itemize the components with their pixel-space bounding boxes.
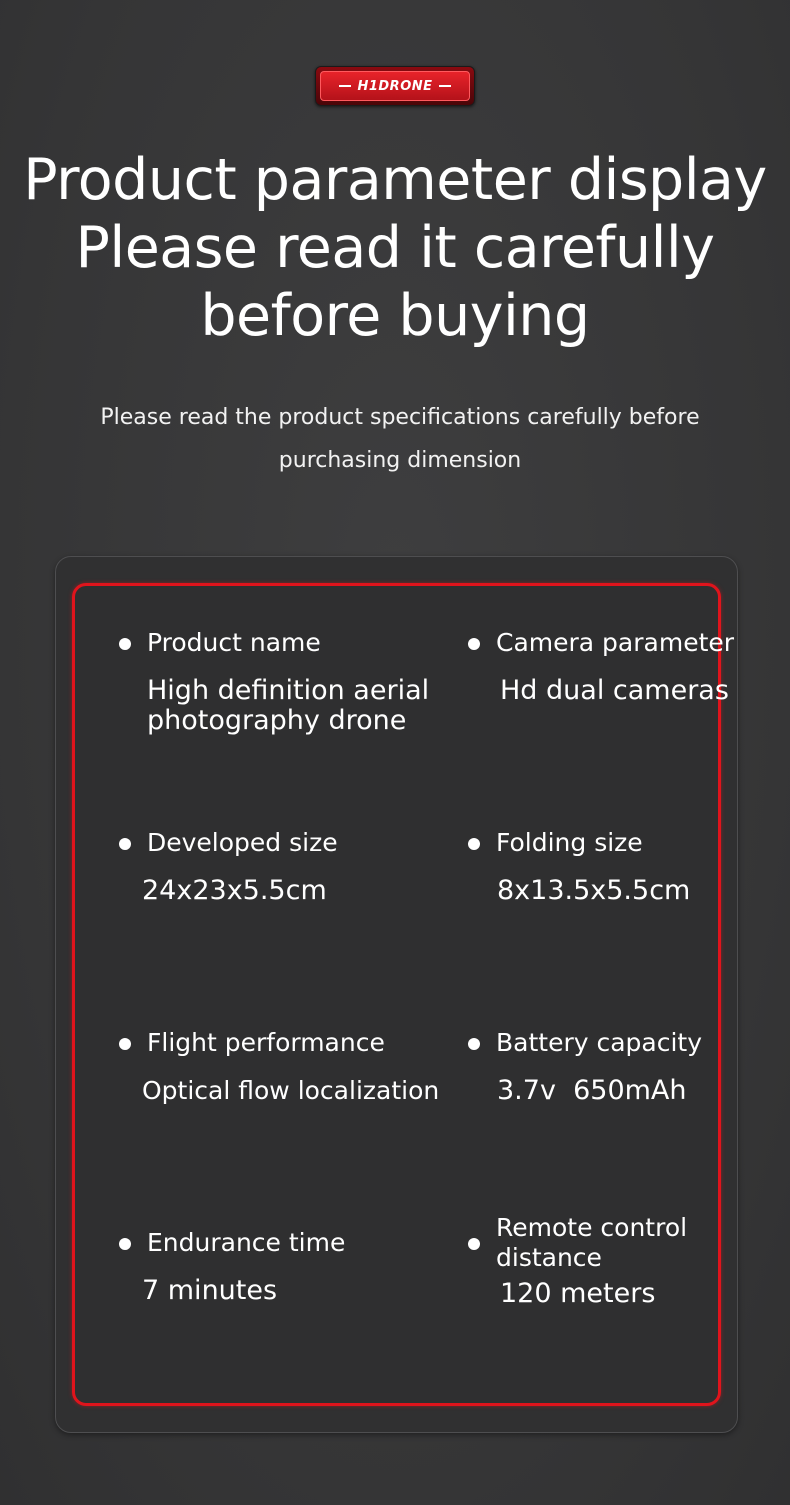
subtitle-line-1: Please read the product specifications carefully before [100, 405, 700, 430]
title-line-2: Please read it carefully [75, 215, 715, 281]
title-line-1: Product parameter display [23, 147, 767, 213]
bullet-icon [119, 838, 131, 850]
spec-label: Endurance time [147, 1228, 346, 1257]
title-line-3: before buying [200, 283, 590, 349]
spec-label: Battery capacity [496, 1028, 703, 1057]
spec-value: 8x13.5x5.5cm [497, 875, 691, 906]
spec-value: High definition aerial photography drone [147, 675, 430, 736]
spec-value: 120 meters [500, 1278, 656, 1309]
brand-logo [315, 66, 475, 106]
logo-left-dash [339, 85, 351, 87]
bullet-icon [468, 638, 480, 650]
spec-label: Developed size [147, 828, 338, 857]
page-subtitle [60, 396, 740, 482]
brand-logo-text: H1DRONE [357, 78, 433, 94]
bullet-icon [468, 1038, 480, 1050]
spec-card [72, 583, 735, 1406]
bullet-icon [119, 1238, 131, 1250]
spec-label: Folding size [496, 828, 643, 857]
brand-logo-plate [320, 71, 470, 101]
spec-label: Camera parameter [496, 628, 735, 657]
bullet-icon [119, 1038, 131, 1050]
spec-value: Hd dual cameras [500, 675, 729, 706]
spec-value: Optical flow localization [142, 1076, 440, 1105]
spec-value: 3.7v 650mAh [497, 1075, 687, 1106]
subtitle-line-2: purchasing dimension [278, 448, 522, 473]
spec-value: 7 minutes [142, 1275, 278, 1306]
bullet-icon [119, 638, 131, 650]
bullet-icon [468, 1238, 480, 1250]
logo-right-dash [439, 85, 451, 87]
spec-label: Product name [147, 628, 321, 657]
page-title [0, 146, 790, 350]
spec-value: 24x23x5.5cm [142, 875, 327, 906]
spec-label: Remote control distance [496, 1213, 688, 1272]
bullet-icon [468, 838, 480, 850]
spec-label: Flight performance [147, 1028, 385, 1057]
